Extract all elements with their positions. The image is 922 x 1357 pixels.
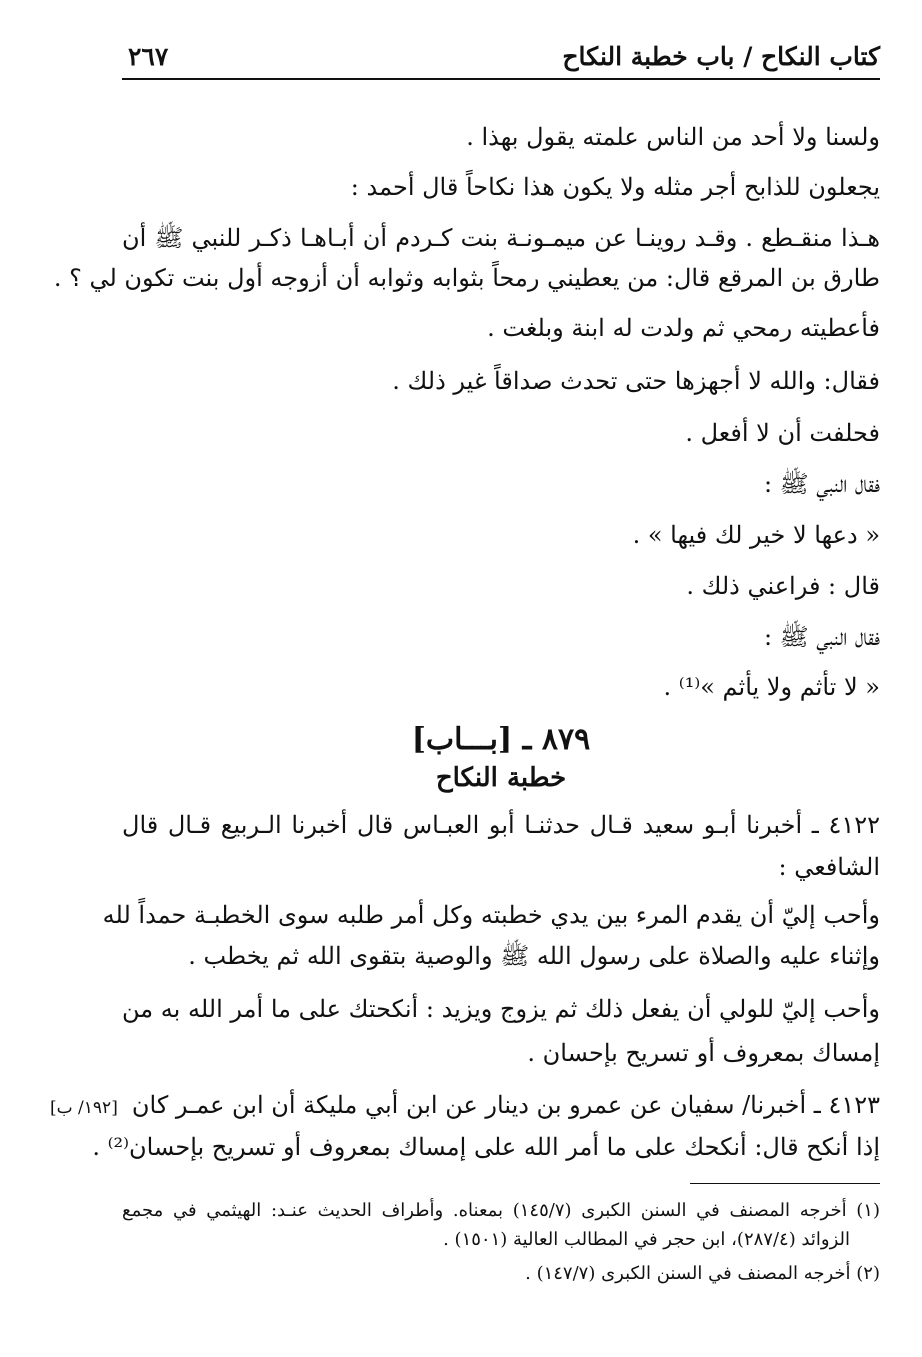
page-number: ٢٦٧ <box>128 42 169 71</box>
footnote-line: (١) أخرجه المصنف في السنن الكبرى (١٤٥/٧) بمعناه. وأطراف الحديث عنـد: الهيثمي في مجمع <box>122 1200 880 1221</box>
footnote-divider <box>690 1183 880 1184</box>
text-line: فقال النبي ﷺ : <box>763 470 880 498</box>
manuscript-ref <box>42 1088 118 1125</box>
text-line: يجعلون للذابح أجر مثله ولا يكون هذا نكاحاً قال أحمد : <box>350 173 880 201</box>
hadith-line: ٤١٢٣ ـ أخبرنا/ سفيان عن عمرو بن دينار عن ابن أبي مليكة أن ابن عمـر كان <box>131 1091 880 1119</box>
text-line: إذا أنكح قال: أنكحك على ما أمر الله على إمساك بمعروف أو تسريح بإحسان⁽²⁾ . <box>92 1133 880 1161</box>
text-line: « دعها لا خير لك فيها » . <box>632 521 880 549</box>
text-line: طارق بن المرقع قال: من يعطيني رمحاً بثوابه وثوابه أن أزوجه أول بنت تكون لي ؟ . <box>53 264 880 292</box>
text-line: فحلفت أن لا أفعل . <box>685 419 880 447</box>
folio-reference: [١٩٢/ ب] <box>50 1098 118 1118</box>
text-line: فقال النبي ﷺ : <box>763 623 880 651</box>
text-line: وأحب إليّ للولي أن يفعل ذلك ثم يزوج ويزيد : أنكحتك على ما أمر الله به من <box>122 995 880 1023</box>
footnote-line: الزوائد (٢٨٧/٤)، ابن حجر في المطالب العالية (١٥٠١) . <box>443 1229 850 1250</box>
text-line: إمساك بمعروف أو تسريح بإحسان . <box>527 1039 880 1067</box>
text-line: وإثناء عليه والصلاة على رسول الله ﷺ والوصية بتقوى الله ثم يخطب . <box>188 942 880 970</box>
text-line: ولسنا ولا أحد من الناس علمته يقول بهذا . <box>466 123 880 151</box>
text-line: وأحب إليّ أن يقدم المرء بين يدي خطبته وكل أمر طلبه سوى الخطبـة حمداً لله <box>102 901 880 929</box>
footnote-line: (٢) أخرجه المصنف في السنن الكبرى (١٤٧/٧) . <box>525 1263 880 1284</box>
text-line: فقال: والله لا أجهزها حتى تحدث صداقاً غير ذلك . <box>392 367 880 395</box>
hadith-line: ٤١٢٢ ـ أخبرنا أبـو سعيد قـال حدثنـا أبو العبـاس قال أخبرنا الـربيع قـال قال <box>122 811 880 839</box>
text-line: قال : فراعني ذلك . <box>686 572 880 600</box>
text-line: « لا تأثم ولا يأثم »⁽¹⁾ . <box>663 673 880 701</box>
page-header <box>122 38 880 80</box>
running-title: كتاب النكاح / باب خطبة النكاح <box>562 42 880 71</box>
text-line: هـذا منقـطع . وقـد روينـا عن ميمـونـة بنت كـردم أن أبـاهـا ذكـر للنبي ﷺ أن <box>122 224 880 252</box>
section-title: خطبة النكاح <box>435 763 567 793</box>
hadith-line: الشافعي : <box>778 853 880 881</box>
chapter-title: ٨٧٩ ـ [بـــاب] <box>411 722 591 757</box>
text-line: فأعطيته رمحي ثم ولدت له ابنة وبلغت . <box>487 314 880 342</box>
